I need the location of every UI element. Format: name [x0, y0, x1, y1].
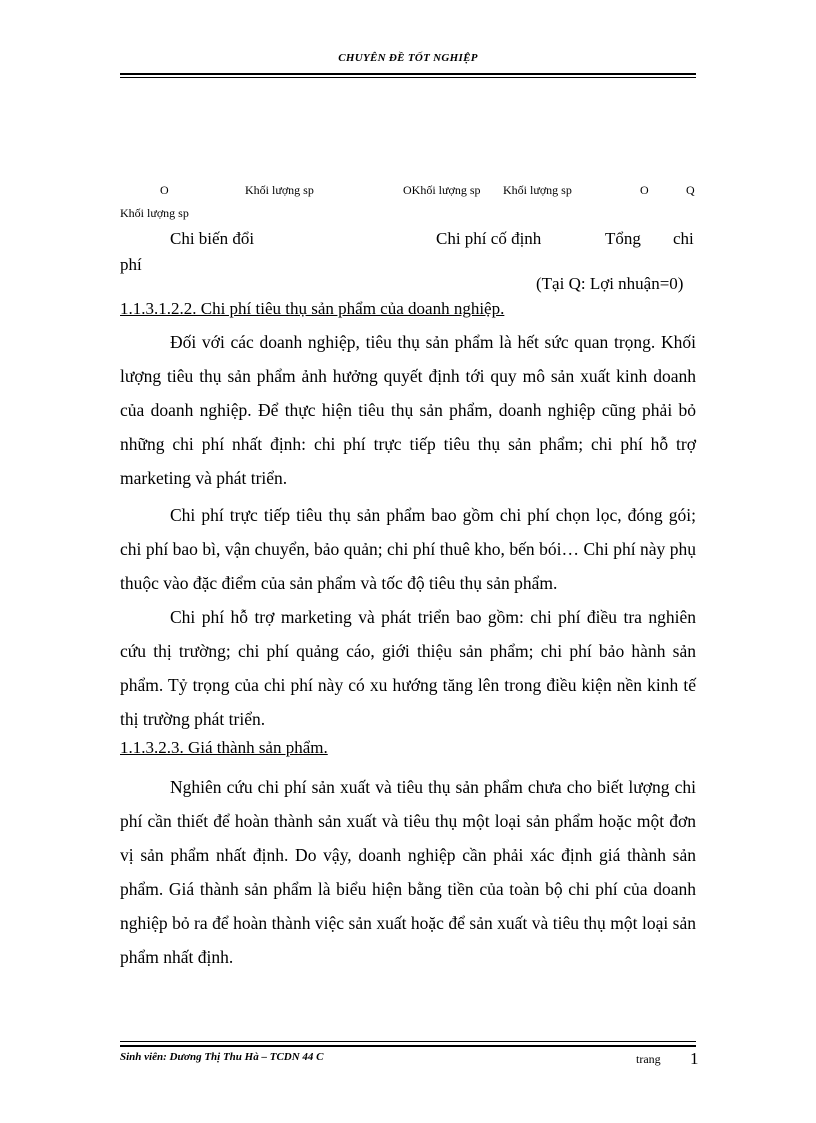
figure-origin-label-3: O	[640, 183, 649, 197]
figure-axis-label-1: Khối lượng sp	[245, 183, 314, 197]
paragraph: Chi phí trực tiếp tiêu thụ sản phẩm bao gồm chi phí chọn lọc, đóng gói; chi phí bao bì, vận chuyển, bảo quản; chi phí thuê kho, bến bói… Chi phí này phụ thuộc vào đặc điểm của sản phẩm và tốc độ tiêu thụ sản phẩm.	[120, 505, 696, 593]
paragraph: Nghiên cứu chi phí sản xuất và tiêu thụ sản phẩm chưa cho biết lượng chi phí cần thiết để hoàn thành sản xuất và tiêu thụ một loại sản phẩm hoặc một đơn vị sản phẩm nhất định. Do vậy, doanh nghiệp cần phải xác định giá thành sản phẩm. Giá thành sản phẩm là biểu hiện bằng tiền của toàn bộ chi phí của doanh nghiệp bỏ ra để hoàn thành việc sản xuất hoặc để sản xuất và tiêu thụ một loại sản phẩm nhất định.	[120, 777, 696, 967]
figure-note: (Tại Q: Lợi nhuận=0)	[536, 274, 684, 293]
footer-author: Sinh viên: Dương Thị Thu Hà – TCDN 44 C	[120, 1051, 324, 1063]
figure-caption-total-chi: chi	[673, 229, 694, 248]
footer-page-number: 1	[690, 1049, 699, 1068]
figure-axis-label-2: OKhối lượng sp	[403, 183, 481, 197]
section-heading-selling-costs: 1.1.3.1.2.2. Chi phí tiêu thụ sản phẩm của doanh nghiệp.	[120, 299, 505, 318]
figure-axis-label-3: Khối lượng sp	[503, 183, 572, 197]
figure-axis-label-4: Khối lượng sp	[120, 206, 189, 220]
figure-origin-label-1: O	[160, 183, 169, 197]
header-rule-thick	[120, 73, 696, 75]
paragraph: Đối với các doanh nghiệp, tiêu thụ sản phẩm là hết sức quan trọng. Khối lượng tiêu thụ sản phẩm ảnh hưởng quyết định tới quy mô sản xuất kinh doanh của doanh nghiệp. Để thực hiện tiêu thụ sản phẩm, doanh nghiệp cũng phải bỏ những chi phí nhất định: chi phí trực tiếp tiêu thụ sản phẩm; chi phí hỗ trợ marketing và phát triển.	[120, 332, 696, 488]
figure-caption-total: Tổng	[605, 229, 641, 248]
paragraph: Chi phí hỗ trợ marketing và phát triển bao gồm: chi phí điều tra nghiên cứu thị trường; chi phí quảng cáo, giới thiệu sản phẩm; chi phí bảo hành sản phẩm. Tỷ trọng của chi phí này có xu hướng tăng lên trong điều kiện nền kinh tế thị trường phát triển.	[120, 607, 696, 729]
figure-caption-variable: Chi biến đổi	[170, 229, 255, 248]
footer-rule-thin	[120, 1041, 696, 1042]
page-header-title: CHUYÊN ĐỀ TỐT NGHIỆP	[338, 52, 478, 64]
header-rule-thin	[120, 77, 696, 78]
figure-caption-fixed: Chi phí cố định	[436, 229, 542, 248]
footer-page-label: trang	[636, 1052, 661, 1066]
footer-rule-thick	[120, 1045, 696, 1047]
section-heading-product-cost: 1.1.3.2.3. Giá thành sản phẩm.	[120, 738, 328, 757]
figure-caption-total-phi: phí	[120, 255, 142, 274]
figure-q-label: Q	[686, 183, 695, 197]
